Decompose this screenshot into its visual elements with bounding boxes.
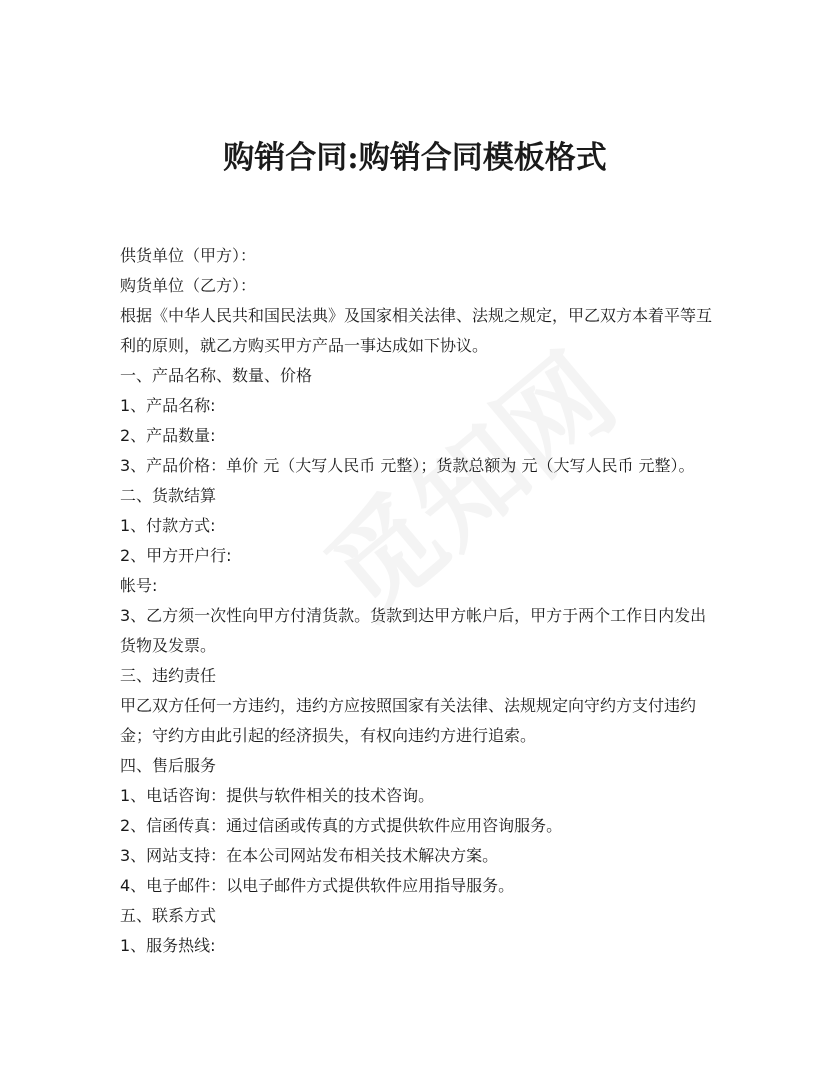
section-heading-liability: 三、违约责任 bbox=[120, 666, 217, 685]
section-heading-products: 一、产品名称、数量、价格 bbox=[120, 366, 313, 385]
product-quantity-line: 2、产品数量: bbox=[120, 426, 216, 445]
supplier-line: 供货单位（甲方）： bbox=[120, 246, 257, 265]
product-name-line: 1、产品名称: bbox=[120, 396, 216, 415]
fax-support-line: 2、信函传真：通过信函或传真的方式提供软件应用咨询服务。 bbox=[120, 816, 563, 835]
preamble-paragraph: 根据《中华人民共和国民法典》及国家相关法律、法规之规定，甲乙双方本着平等互利的原则，就乙方购买甲方产品一事达成如下协议。 bbox=[120, 306, 713, 355]
bank-line: 2、甲方开户行: bbox=[120, 546, 232, 565]
account-line: 帐号: bbox=[120, 576, 158, 595]
product-price-line: 3、产品价格：单价 元（大写人民币 元整）；货款总额为 元（大写人民币 元整）。 bbox=[120, 456, 695, 475]
phone-support-line: 1、电话咨询：提供与软件相关的技术咨询。 bbox=[120, 786, 435, 805]
liability-paragraph: 甲乙双方任何一方违约，违约方应按照国家有关法律、法规规定向守约方支付违约金；守约方由此引起的经济损失，有权向违约方进行追索。 bbox=[120, 696, 697, 745]
section-heading-after-sales: 四、售后服务 bbox=[120, 756, 217, 775]
payment-method-line: 1、付款方式: bbox=[120, 516, 216, 535]
website-support-line: 3、网站支持：在本公司网站发布相关技术解决方案。 bbox=[120, 846, 499, 865]
section-heading-payment: 二、货款结算 bbox=[120, 486, 217, 505]
document-title: 购销合同:购销合同模板格式 bbox=[223, 140, 607, 176]
document-body bbox=[120, 241, 720, 961]
hotline-line: 1、服务热线: bbox=[120, 936, 216, 955]
payment-terms-paragraph: 3、乙方须一次性向甲方付清货款。货款到达甲方帐户后，甲方于两个工作日内发出货物及发票。 bbox=[120, 606, 707, 655]
section-heading-contact: 五、联系方式 bbox=[120, 906, 217, 925]
buyer-line: 购货单位（乙方）： bbox=[120, 276, 257, 295]
email-support-line: 4、电子邮件：以电子邮件方式提供软件应用指导服务。 bbox=[120, 876, 515, 895]
